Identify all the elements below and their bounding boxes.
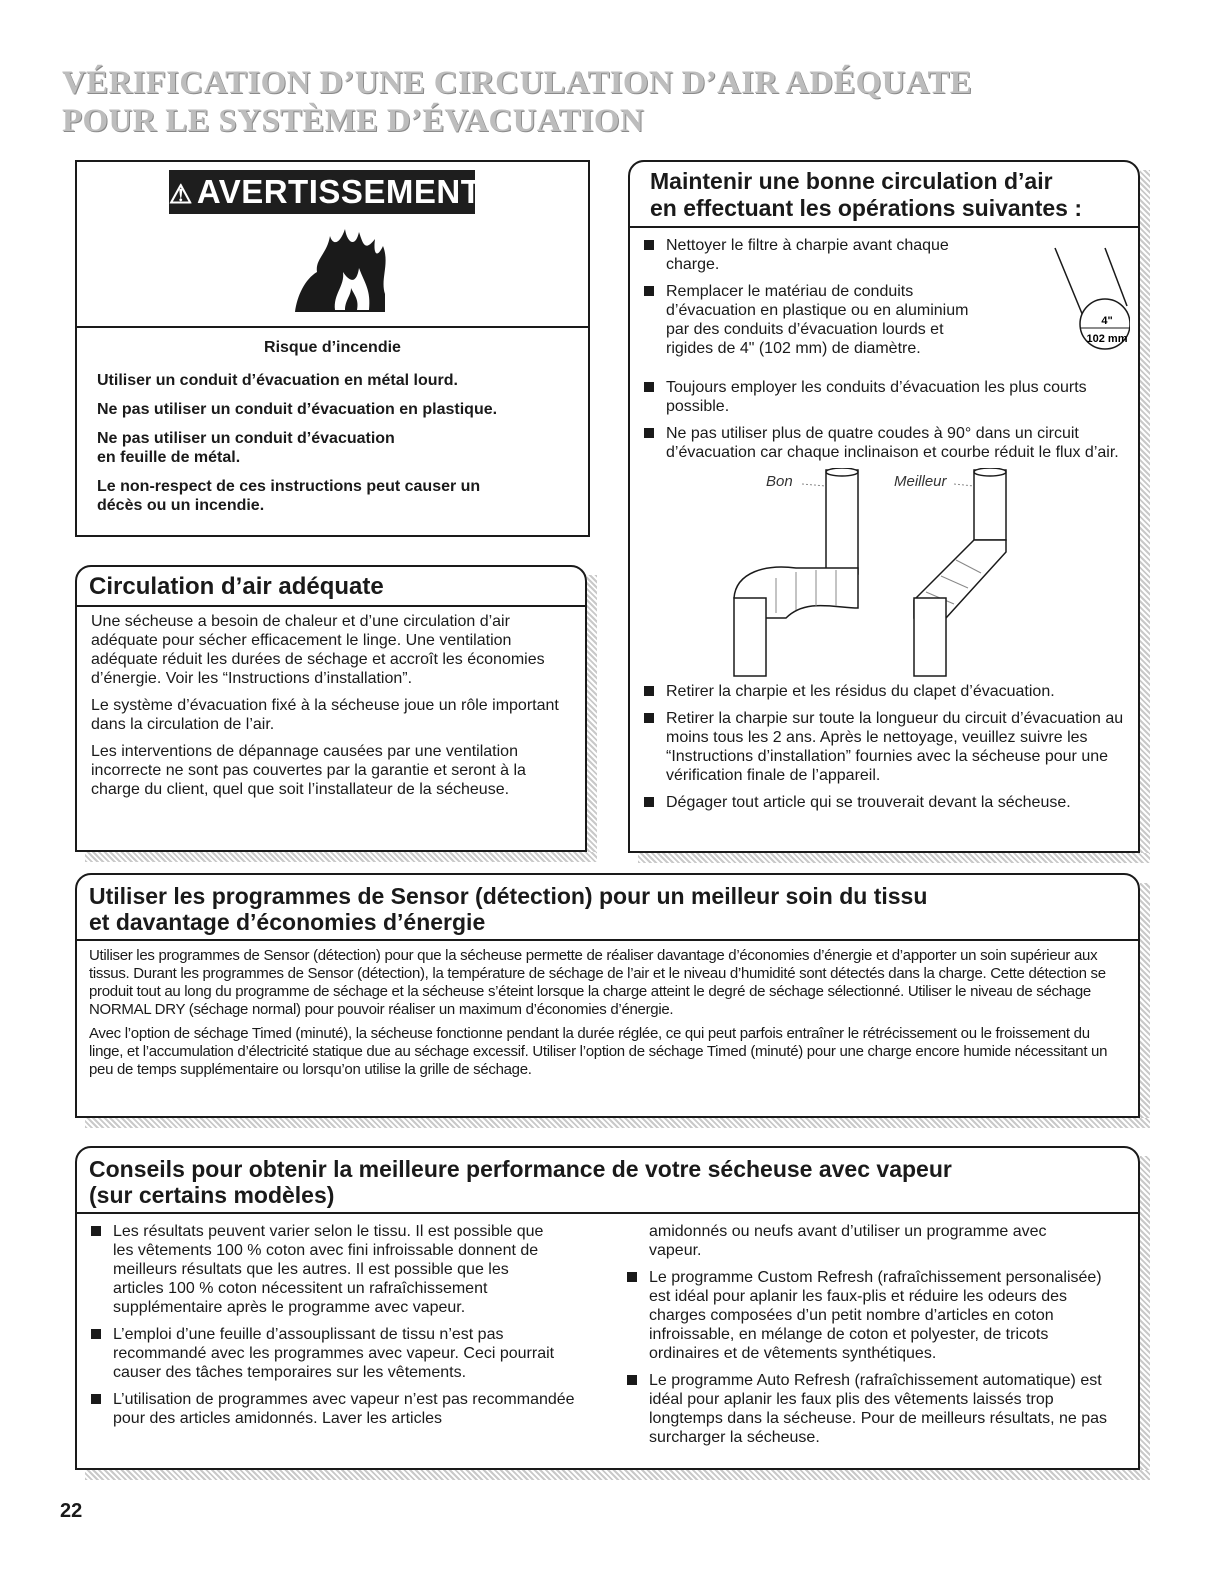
steam-right-list xyxy=(619,1268,1119,1447)
section-shadow xyxy=(85,1118,1150,1128)
steam-heading-line2: (sur certains modèles) xyxy=(89,1182,335,1208)
sensor-section xyxy=(75,873,1140,1118)
steam-heading-line1: Conseils pour obtenir la meilleure performance de votre sécheuse avec vapeur xyxy=(89,1156,952,1182)
section-shadow xyxy=(85,1470,1150,1480)
maintain-heading-line2: en effectuant les opérations suivantes : xyxy=(650,195,1083,221)
airflow-heading: Circulation d’air adéquate xyxy=(89,573,384,600)
airflow-paragraph: Le système d’évacuation fixé à la sécheuse joue un rôle important dans la circulation de l’air. xyxy=(91,697,559,733)
steam-section xyxy=(75,1146,1140,1470)
warning-line-4: Le non-respect de ces instructions peut causer un décès ou un incendie. xyxy=(97,478,481,514)
steam-continuation: amidonnés ou neufs avant d’utiliser un programme avec vapeur. xyxy=(649,1223,1047,1259)
fire-icon xyxy=(285,224,395,314)
warning-body xyxy=(97,338,568,525)
maintain-heading xyxy=(630,162,1138,226)
airflow-paragraph: Une sécheuse a besoin de chaleur et d’une circulation d’air adéquate pour sécher efficacement le linge. Une ventilation adéquate réduit les durées de séchage et accroît les économies d’énergie. Voir les “Instructions d’installation”. xyxy=(91,613,545,687)
list-item: Ne pas utiliser plus de quatre coudes à 90° dans un circuit d’évacuation car chaque inclinaison et courbe réduit le flux d’air. xyxy=(636,424,1124,462)
page-title-line1: VÉRIFICATION D’UNE CIRCULATION D’AIR ADÉQUATE xyxy=(62,65,973,101)
steam-heading xyxy=(77,1148,1138,1212)
list-item: Le programme Custom Refresh (rafraîchissement personalisée) est idéal pour aplanir les faux-plis et réduire les odeurs des charges composées d’un petit nombre d’articles en coton infroissable, en mélange de coton et polyester, de tricots ordinaires et de vêtements synthétiques. xyxy=(619,1268,1119,1363)
warning-divider xyxy=(77,326,588,328)
elbow-label-better: Meilleur xyxy=(894,473,947,490)
list-item: Remplacer le matériau de conduits d’évacuation en plastique ou en aluminium par des conduits d’évacuation lourds et rigides de 4" (102 mm) de diamètre. xyxy=(636,282,986,358)
maintain-list-bottom xyxy=(636,682,1124,812)
warning-line-1: Utiliser un conduit d’évacuation en métal lourd. xyxy=(97,372,458,389)
section-shadow xyxy=(638,853,1150,863)
steam-left-column xyxy=(83,1222,603,1455)
maintain-heading-line1: Maintenir une bonne circulation d’air xyxy=(650,168,1053,194)
steam-left-list xyxy=(83,1222,603,1428)
sensor-heading xyxy=(77,875,1138,939)
list-item: L’emploi d’une feuille d’assouplissant de tissu n’est pas recommandé avec les programmes avec vapeur. Ceci pourrait causer des tâches temporaires sur les vêtements. xyxy=(83,1325,563,1382)
warning-line-3: Ne pas utiliser un conduit d’évacuation en feuille de métal. xyxy=(97,430,395,466)
airflow-body xyxy=(77,607,585,817)
airflow-paragraph: Les interventions de dépannage causées par une ventilation incorrecte ne sont pas couvertes par la garantie et seront à la charge du client, quel que soit l’installateur de la sécheuse. xyxy=(91,743,526,798)
sensor-paragraph: Utiliser les programmes de Sensor (détection) pour que la sécheuse permette de réaliser davantage d’économies d’énergie et d’apporter un soin supérieur aux tissus. Durant les programmes de Sensor (détection), la température de séchage de l’air et le niveau d’humidité sont détectés dans la charge. Cette détection se produit tout au long du programme de séchage et la sécheuse s’éteint lorsque la charge atteint le degré de séchage sélectionné. Utiliser le niveau de séchage NORMAL DRY (séchage normal) pour pouvoir réaliser un maximum d’économies d’énergie. xyxy=(89,947,1106,1018)
maintain-section xyxy=(628,160,1140,853)
list-item: Le programme Auto Refresh (rafraîchissement automatique) est idéal pour aplanir les faux plis des vêtements laissés trop longtemps dans la sécheuse. Pour de meilleurs résultats, ne pas surcharger la sécheuse. xyxy=(619,1371,1119,1447)
page-number: 22 xyxy=(60,1500,83,1522)
list-item: Retirer la charpie et les résidus du clapet d’évacuation. xyxy=(636,682,1124,701)
sensor-heading-line1: Utiliser les programmes de Sensor (détection) pour un meilleur soin du tissu xyxy=(89,883,928,909)
duct-label-mm: 102 mm xyxy=(1086,333,1128,345)
list-item: Toujours employer les conduits d’évacuation les plus courts possible. xyxy=(636,378,1124,416)
elbow-illustration xyxy=(656,468,1126,678)
warning-risk: Risque d’incendie xyxy=(264,339,401,356)
section-shadow xyxy=(1140,170,1150,863)
list-item: Nettoyer le filtre à charpie avant chaque charge. xyxy=(636,236,986,274)
warning-box xyxy=(75,160,590,537)
list-item: Retirer la charpie sur toute la longueur du circuit d’évacuation au moins tous les 2 ans. Après le nettoyage, veuillez suivre les “Instructions d’installation” fournies avec la sécheuse pour une vérification finale de l’appareil. xyxy=(636,709,1124,785)
list-item: L’utilisation de programmes avec vapeur n’est pas recommandée pour des articles amidonnés. Laver les articles xyxy=(83,1390,603,1428)
warning-line-2: Ne pas utiliser un conduit d’évacuation en plastique. xyxy=(97,401,498,418)
sensor-body xyxy=(77,941,1138,1079)
duct-diameter-illustration xyxy=(1035,246,1130,351)
warning-banner xyxy=(169,170,482,214)
section-shadow xyxy=(85,852,597,862)
page-title xyxy=(62,64,973,140)
airflow-section xyxy=(75,565,587,852)
warning-triangle-icon: ⚠ xyxy=(169,179,193,209)
section-shadow xyxy=(587,575,597,862)
list-item: Les résultats peuvent varier selon le tissu. Il est possible que les vêtements 100 % coton avec fini infroissable donnent de meilleurs résultats que les autres. Il est possible que les articles 100 % coton nécessitent un rafraîchissement supplémentaire après le programme avec vapeur. xyxy=(83,1222,563,1317)
steam-right-column xyxy=(603,1222,1119,1455)
page-title-line2: POUR LE SYSTÈME D’ÉVACUATION xyxy=(62,103,645,139)
warning-banner-label: AVERTISSEMENT xyxy=(196,173,482,210)
section-shadow xyxy=(1140,1156,1150,1480)
list-item: Dégager tout article qui se trouverait devant la sécheuse. xyxy=(636,793,1124,812)
sensor-paragraph: Avec l’option de séchage Timed (minuté), la sécheuse fonctionne pendant la durée réglée, ce qui peut parfois entraîner le rétrécissement ou le froissement du linge, et l’accumulation d’électricité statique due au séchage excessif. Utiliser l’option de séchage Timed (minuté) pour une charge encore humide nécessitant un peu de temps supplémentaire ou lorsqu’on utilise la grille de séchage. xyxy=(89,1025,1108,1078)
duct-label-inches: 4" xyxy=(1101,315,1113,327)
elbow-label-good: Bon xyxy=(766,473,793,490)
sensor-heading-line2: et davantage d’économies d’énergie xyxy=(89,909,486,935)
section-shadow xyxy=(1140,883,1150,1128)
